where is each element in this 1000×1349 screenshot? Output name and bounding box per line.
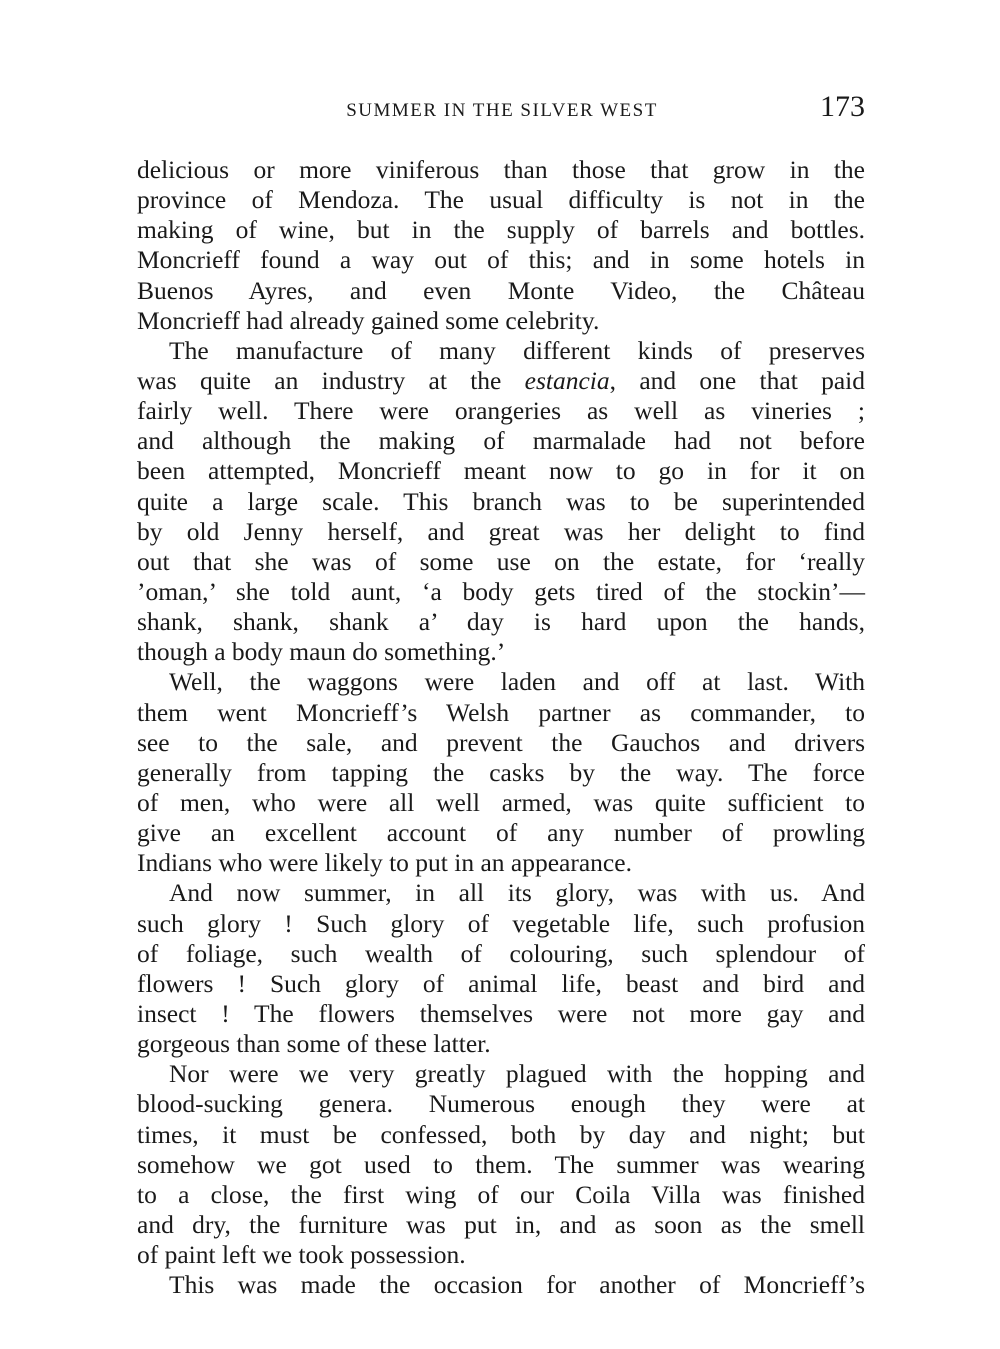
- body-text: [137, 155, 865, 1300]
- text-line: somehow we got used to them. The summer was wearing: [137, 1149, 865, 1179]
- text-line: Nor were we very greatly plagued with the hopping and: [169, 1059, 865, 1089]
- text-line: by old Jenny herself, and great was her delight to find: [137, 516, 865, 546]
- text-line: shank, shank, shank a’ day is hard upon the hands,: [137, 607, 865, 637]
- text-line: of paint left we took possession.: [137, 1240, 466, 1270]
- text-line: ’oman,’ she told aunt, ‘a body gets tired of the stockin’—: [137, 576, 865, 606]
- text-line: of men, who were all well armed, was quite sufficient to: [137, 787, 865, 817]
- text-line: This was made the occasion for another of Moncrieff’s: [169, 1270, 865, 1300]
- text-line: insect ! The flowers themselves were not more gay and: [137, 998, 865, 1028]
- text-line: see to the sale, and prevent the Gauchos and drivers: [137, 727, 865, 757]
- text-line: quite a large scale. This branch was to be superintended: [137, 486, 865, 516]
- text-line: blood-sucking genera. Numerous enough they were at: [137, 1089, 865, 1119]
- text-line: generally from tapping the casks by the way. The force: [137, 757, 865, 787]
- text-line: and although the making of marmalade had not before: [137, 426, 865, 456]
- text-line: to a close, the first wing of our Coila Villa was finished: [137, 1179, 865, 1209]
- text-line: And now summer, in all its glory, was with us. And: [169, 878, 865, 908]
- text-line: delicious or more viniferous than those that grow in the: [137, 155, 865, 184]
- page-header: [137, 88, 867, 128]
- text-line: province of Mendoza. The usual difficulty is not in the: [137, 185, 865, 215]
- text-line: give an excellent account of any number of prowling: [137, 818, 865, 848]
- text-line: Moncrieff had already gained some celebrity.: [137, 305, 600, 335]
- text-line: them went Moncrieff’s Welsh partner as commander, to: [137, 697, 865, 727]
- text-line: Buenos Ayres, and even Monte Video, the Château: [137, 275, 865, 305]
- text-line: of foliage, such wealth of colouring, such splendour of: [137, 938, 865, 968]
- text-line: and dry, the furniture was put in, and as soon as the smell: [137, 1209, 865, 1239]
- running-title: SUMMER IN THE SILVER WEST: [346, 100, 658, 121]
- text-line: been attempted, Moncrieff meant now to go in for it on: [137, 456, 865, 486]
- text-line: The manufacture of many different kinds of preserves: [169, 335, 865, 365]
- text-line: such glory ! Such glory of vegetable life, such profusion: [137, 908, 865, 938]
- italic-word: estancia: [524, 365, 610, 395]
- text-line: though a body maun do something.’: [137, 637, 506, 667]
- text-line: Well, the waggons were laden and off at last. With: [169, 667, 865, 697]
- text-line: times, it must be confessed, both by day and night; but: [137, 1119, 865, 1149]
- text-line: fairly well. There were orangeries as well as vineries ;: [137, 396, 865, 426]
- text-line: Indians who were likely to put in an appearance.: [137, 848, 632, 878]
- text-line: out that she was of some use on the estate, for ‘really: [137, 546, 865, 576]
- text-line: Moncrieff found a way out of this; and in some hotels in: [137, 245, 865, 275]
- text-line: flowers ! Such glory of animal life, beast and bird and: [137, 968, 865, 998]
- text-line: was quite an industry at the estancia, and one that paid: [137, 365, 865, 395]
- text-line: making of wine, but in the supply of barrels and bottles.: [137, 215, 865, 245]
- page-number: 173: [820, 90, 865, 123]
- text-line: gorgeous than some of these latter.: [137, 1029, 491, 1059]
